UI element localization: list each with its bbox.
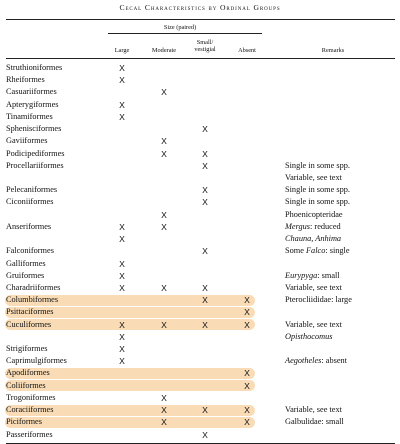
table-row (0, 123, 400, 135)
order-name: Charadriiformes (6, 282, 61, 292)
table-row (0, 355, 400, 367)
size-mark: X (202, 160, 208, 171)
size-mark: X (161, 282, 167, 293)
size-mark: X (202, 246, 208, 257)
order-name: Apodiformes (6, 368, 50, 378)
order-name: Struthioniformes (6, 63, 63, 72)
header-remarks: Remarks (321, 47, 345, 54)
remark: Variable, see text (285, 172, 342, 182)
size-mark: X (119, 319, 125, 330)
order-name: Coraciiformes (6, 405, 54, 415)
size-mark: X (119, 234, 125, 245)
header-small-vestigial (187, 39, 223, 53)
order-name: Coliiformes (6, 380, 46, 390)
remark: Eurypyga: small (285, 270, 340, 280)
order-name: Caprimulgiformes (6, 356, 67, 366)
table-row (0, 74, 400, 86)
order-name: Trogoniformes (6, 392, 56, 402)
size-mark: X (119, 258, 125, 269)
size-mark: X (244, 380, 250, 391)
order-name: Piciformes (6, 417, 42, 427)
size-mark: X (202, 295, 208, 306)
size-mark: X (161, 392, 167, 403)
size-mark: X (161, 417, 167, 428)
table-row (0, 99, 400, 111)
order-name: Falconiformes (6, 246, 54, 256)
size-mark: X (244, 319, 250, 330)
remark: Opisthocomus (285, 331, 333, 341)
size-mark: X (119, 221, 125, 232)
table-row (0, 221, 400, 233)
order-name: Apterygiformes (6, 99, 59, 109)
table-row (0, 392, 400, 404)
header-small-line2: vestigial (194, 46, 216, 53)
size-mark: X (161, 87, 167, 98)
table-row (0, 245, 400, 257)
remark: Chauna, Anhima (285, 234, 342, 244)
table-row (0, 111, 400, 123)
size-mark: X (244, 307, 250, 318)
size-mark: X (119, 282, 125, 293)
header-moderate: Moderate (151, 47, 177, 54)
size-mark: X (119, 75, 125, 86)
order-name: Procellariiformes (6, 160, 64, 170)
remark: Variable, see text (285, 319, 342, 329)
table-row (0, 380, 400, 392)
size-mark: X (202, 124, 208, 135)
table-row (0, 319, 400, 331)
table-row (0, 294, 400, 306)
table-row (0, 86, 400, 98)
table-row (0, 343, 400, 355)
size-mark: X (202, 197, 208, 208)
order-name: Tinamiformes (6, 111, 53, 121)
remark: Single in some spp. (285, 197, 350, 207)
order-name: Gaviiformes (6, 136, 48, 146)
size-group-header: Size (paired) (163, 24, 197, 31)
table-row (0, 62, 400, 74)
table-title: Cecal Characteristics by Ordinal Groups (119, 3, 281, 12)
table-row (0, 416, 400, 428)
order-name: Passeriformes (6, 429, 53, 439)
header-absent: Absent (238, 47, 256, 54)
table-row (0, 209, 400, 221)
size-mark: X (244, 295, 250, 306)
size-mark: X (244, 368, 250, 379)
remark: Aegotheles: absent (285, 356, 347, 366)
remark: Pterocliididae: large (285, 295, 352, 305)
remark: Single in some spp. (285, 160, 350, 170)
size-mark: X (119, 111, 125, 122)
order-name: Psittaciformes (6, 307, 54, 317)
table-row (0, 184, 400, 196)
table-row (0, 367, 400, 379)
size-mark: X (161, 136, 167, 147)
size-mark: X (119, 63, 125, 73)
remark: Galbulidae: small (285, 417, 344, 427)
size-mark: X (202, 429, 208, 440)
table-row (0, 196, 400, 208)
size-mark: X (202, 319, 208, 330)
size-mark: X (119, 344, 125, 355)
order-name: Gruiformes (6, 270, 45, 280)
size-mark: X (161, 405, 167, 416)
order-name: Anseriformes (6, 221, 52, 231)
table-row (0, 270, 400, 282)
table-row (0, 404, 400, 416)
order-name: Pelecaniformes (6, 185, 58, 195)
header-small-line1: Small/ (196, 39, 214, 46)
header-rule (6, 58, 395, 59)
size-mark: X (202, 282, 208, 293)
remark: Some Falco: single (285, 246, 350, 256)
table-row (0, 233, 400, 245)
order-name: Casuariiformes (6, 87, 57, 97)
order-name: Podicipediformes (6, 148, 65, 158)
order-name: Cuculiformes (6, 319, 52, 329)
remark: Mergus: reduced (285, 221, 341, 231)
size-mark: X (119, 270, 125, 281)
table-row (0, 172, 400, 184)
table-row (0, 160, 400, 172)
table-body (0, 62, 400, 441)
size-mark: X (161, 209, 167, 220)
group-rule (108, 33, 262, 34)
size-mark: X (244, 417, 250, 428)
top-rule (6, 19, 395, 20)
table-row (0, 429, 400, 441)
remark: Phoenicopteridae (285, 209, 343, 219)
size-mark: X (161, 148, 167, 159)
order-name: Galliformes (6, 258, 46, 268)
order-name: Strigiformes (6, 344, 48, 354)
size-mark: X (119, 356, 125, 367)
table-row (0, 148, 400, 160)
size-mark: X (119, 99, 125, 110)
size-mark: X (119, 331, 125, 342)
size-mark: X (244, 405, 250, 416)
table-row (0, 258, 400, 270)
order-name: Ciconiiformes (6, 197, 54, 207)
size-mark: X (202, 405, 208, 416)
table-row (0, 135, 400, 147)
remark: Single in some spp. (285, 185, 350, 195)
size-mark: X (202, 185, 208, 196)
row-highlight (5, 417, 255, 428)
size-mark: X (161, 221, 167, 232)
table-row (0, 306, 400, 318)
size-mark: X (202, 148, 208, 159)
table-row (0, 331, 400, 343)
order-name: Rheiformes (6, 75, 45, 85)
order-name: Sphenisciformes (6, 124, 62, 134)
size-mark: X (161, 319, 167, 330)
table-row (0, 282, 400, 294)
order-name: Columbiformes (6, 295, 59, 305)
remark: Variable, see text (285, 282, 342, 292)
header-large: Large (114, 47, 130, 54)
remark: Variable, see text (285, 405, 342, 415)
